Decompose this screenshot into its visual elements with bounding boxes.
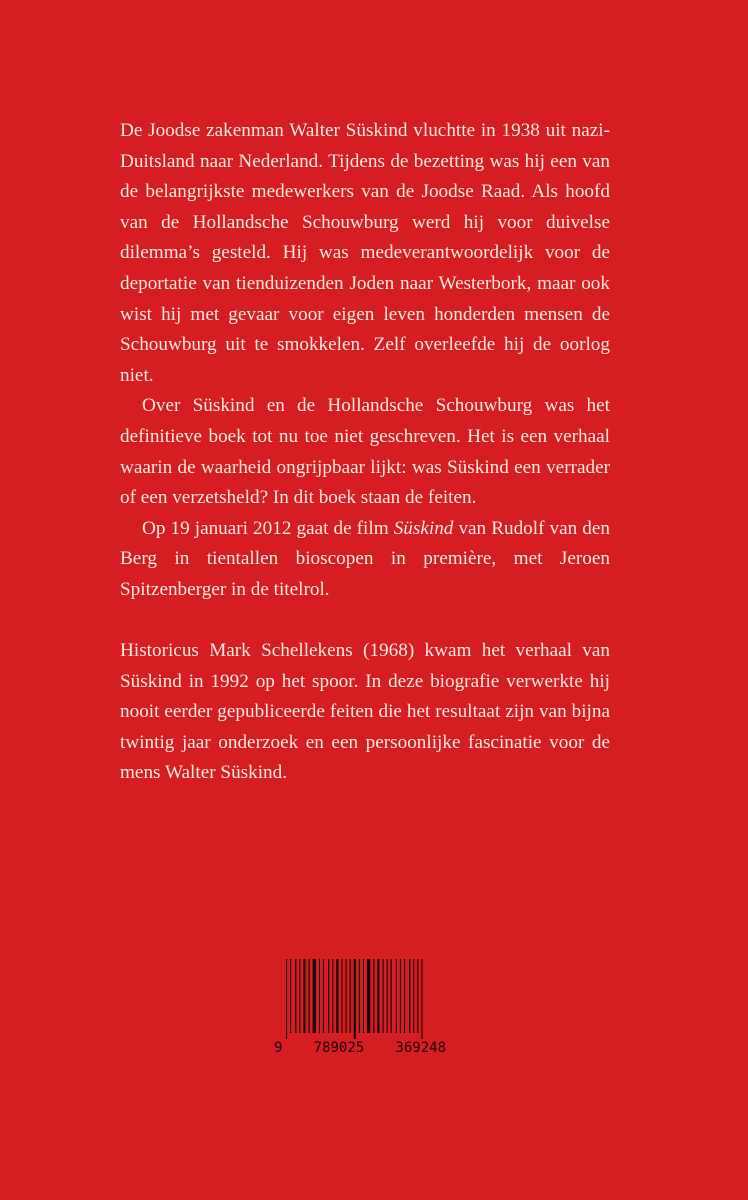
- barcode-bar: [387, 959, 388, 1033]
- barcode-bar: [313, 959, 316, 1033]
- isbn-barcode: [272, 957, 448, 1061]
- barcode-bar: [359, 959, 360, 1033]
- barcode-bar: [290, 959, 291, 1033]
- author-bio: Historicus Mark Schellekens (1968) kwam het verhaal van Süskind in 1992 op het spoor. In deze biografie verwerkte hij nooit eerder gepubliceerde feiten die het resultaat zijn van bijna twintig jaar onderzoek en een persoonlijke fascinatie voor de mens Walter Süskind.: [120, 640, 610, 784]
- barcode-bar: [373, 959, 374, 1033]
- barcode-bar: [309, 959, 310, 1033]
- barcode-bar: [421, 959, 422, 1039]
- barcode-bar: [346, 959, 347, 1033]
- barcode-digits-left: 789025: [313, 1040, 365, 1056]
- barcode-bar: [354, 959, 356, 1039]
- barcode-bar: [367, 959, 370, 1033]
- barcode-bar: [417, 959, 418, 1033]
- barcode-digits-right: 369248: [395, 1040, 446, 1056]
- barcode-bar: [323, 959, 324, 1033]
- blurb-paragraph-3-end: van Rudolf van den Berg in tientallen bioscopen in première, met Jeroen Spitzenberger in de titelrol.: [120, 517, 611, 600]
- barcode-bar: [404, 959, 405, 1033]
- barcode-bar: [400, 959, 401, 1033]
- barcode-bar: [303, 959, 305, 1033]
- barcode-bar: [377, 959, 379, 1033]
- barcode-bar: [341, 959, 342, 1033]
- barcode-bar: [336, 959, 338, 1033]
- barcode-bar: [295, 959, 296, 1033]
- blurb-text: [120, 116, 610, 789]
- blurb-paragraph-1: De Joodse zakenman Walter Süskind vluchtte in 1938 uit nazi-Duitsland naar Nederland. Tijdens de bezetting was hij een van de belangrijkste medewerkers van de Joodse Raad. Als hoofd van de Hollandsche Schouwburg werd hij voor duivelse dilemma’s gesteld. Hij was medeverantwoordelijk voor de deportatie van tienduizenden Joden naar Westerbork, maar ook wist hij met gevaar voor eigen leven honderden mensen de Schouwburg uit te smokkelen. Zelf overleefde hij de oorlog niet.: [120, 120, 610, 386]
- barcode-bar: [350, 959, 351, 1033]
- barcode-bar: [391, 959, 392, 1033]
- film-title: Süskind: [393, 517, 454, 539]
- barcode-bar: [413, 959, 414, 1033]
- barcode-bars: [272, 957, 448, 1039]
- barcode-digits: [272, 1037, 448, 1059]
- barcode-bar: [363, 959, 364, 1033]
- blurb-paragraph-3-start: Op 19 januari 2012 gaat de film: [142, 517, 394, 539]
- barcode-bar: [383, 959, 384, 1033]
- barcode-bar: [299, 959, 300, 1033]
- barcode-bar: [396, 959, 397, 1033]
- barcode-bar: [286, 959, 287, 1039]
- blurb-paragraph-2: Over Süskind en de Hollandsche Schouwburg was het definitieve boek tot nu toe niet geschreven. Het is een verhaal waarin de waarheid ongrijpbaar lijkt: was Süskind een verrader of een verzetsheld? In dit boek staan de feiten.: [120, 395, 610, 509]
- barcode-bar: [332, 959, 333, 1033]
- barcode-bar: [328, 959, 329, 1033]
- barcode-bar: [409, 959, 410, 1033]
- barcode-digit-lead: 9: [274, 1040, 283, 1056]
- barcode-bar: [319, 959, 320, 1033]
- blurb-paragraph-3: [120, 514, 610, 606]
